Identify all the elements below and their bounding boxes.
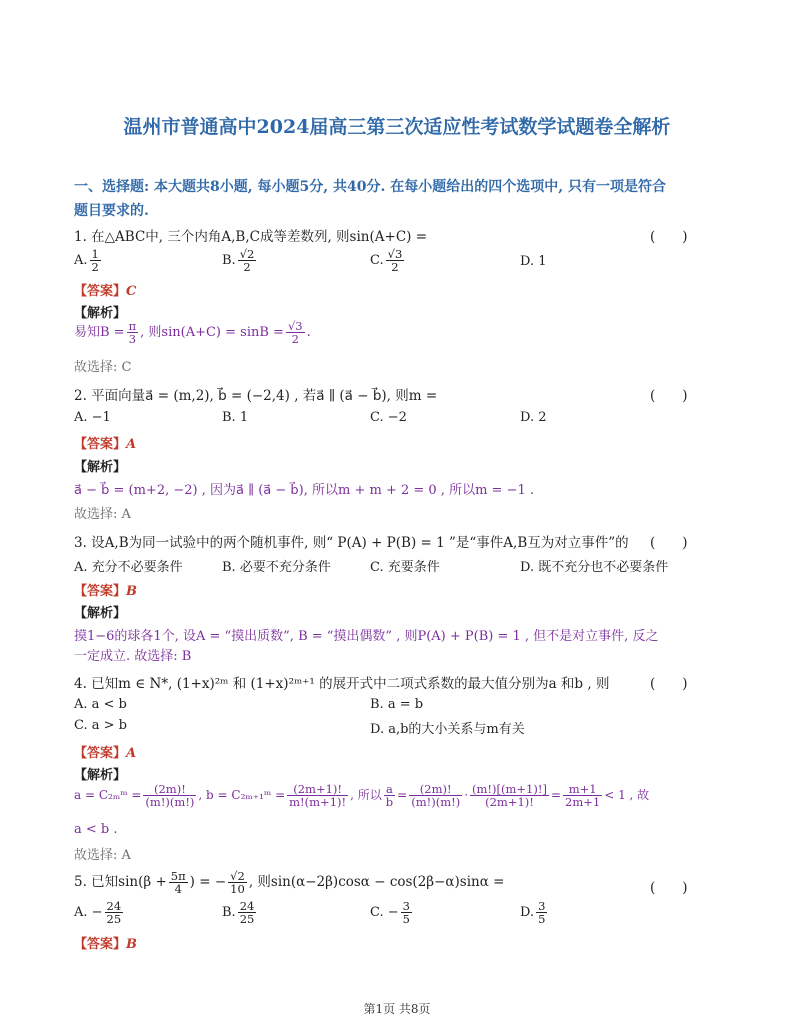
- question-3-stem: 3. 设A,B为同一试验中的两个随机事件, 则“ P(A) + P(B) = 1 ”是“事件A,B互为对立事件”的: [74, 535, 629, 551]
- question-3-answer: 【答案】B: [74, 584, 138, 599]
- question-2-stem: 2. 平面向量a⃗ = (m,2), b⃗ = (−2,4) , 若a⃗ ∥ (a⃗ − b⃗), 则m =: [74, 388, 438, 404]
- question-2-analysis-label: 【解析】: [74, 460, 127, 475]
- question-4-option-a: A. a < b: [74, 697, 127, 712]
- question-1-option-a: A. $\frac{1}{2}$: [74, 247, 99, 275]
- question-5-paren: ( ): [650, 880, 688, 896]
- question-1-paren: ( ): [650, 229, 688, 245]
- question-2-option-d: D. 2: [520, 410, 547, 425]
- question-3-analysis-label: 【解析】: [74, 606, 127, 621]
- question-3-paren: ( ): [650, 535, 688, 551]
- question-3-analysis-line1: 摸1−6的球各1个, 设A = “摸出质数”, B = “摸出偶数” , 则P(A) + P(B) = 1 , 但不是对立事件, 反之: [74, 629, 659, 644]
- question-5-option-d: D. $\frac{3}{5}$: [520, 899, 546, 927]
- question-4-analysis-line2: a < b .: [74, 822, 118, 837]
- page-footer: 第1页 共8页: [363, 1002, 431, 1016]
- question-3-option-c: C. 充要条件: [370, 560, 440, 575]
- question-4-answer: 【答案】A: [74, 746, 137, 761]
- question-1-answer: 【答案】C: [74, 284, 137, 299]
- document-title: 温州市普通高中2024届高三第三次适应性考试数学试题卷全解析: [123, 116, 671, 138]
- question-2-option-a: A. −1: [74, 410, 111, 425]
- question-1-stem: 1. 在△ABC中, 三个内角A,B,C成等差数列, 则sin(A+C) =: [74, 229, 428, 245]
- question-3-option-d: D. 既不充分也不必要条件: [520, 560, 669, 575]
- question-2-analysis: a⃗ − b⃗ = (m+2, −2) , 因为a⃗ ∥ (a⃗ − b⃗), 所以m + m + 2 = 0 , 所以m = −1 .: [74, 483, 534, 498]
- question-5-stem: 5. 已知sin(β + $\frac{5\pi}{4}$ ) = − $\frac{√2}{10}$ , 则sin(α−2β)cosα − cos(2β−α)sinα =: [74, 869, 505, 897]
- question-2-answer: 【答案】A: [74, 437, 137, 452]
- question-5-option-c: C. − $\frac{3}{5}$: [370, 899, 410, 927]
- question-1-option-c: C. $\frac{√3}{2}$: [370, 247, 403, 275]
- question-1-analysis-label: 【解析】: [74, 306, 127, 321]
- question-1-analysis: 易知B = $\frac{\pi}{3}$ , 则sin(A+C) = sinB = $\frac{√3}{2}$ .: [74, 319, 311, 347]
- question-4-stem: 4. 已知m ∈ N*, (1+x)²ᵐ 和 (1+x)²ᵐ⁺¹ 的展开式中二项式系数的最大值分别为a 和b , 则: [74, 676, 610, 692]
- section-heading-line1: 一、选择题: 本大题共8小题, 每小题5分, 共40分. 在每小题给出的四个选项中, 只有一项是符合: [74, 179, 666, 195]
- question-4-option-b: B. a = b: [370, 697, 424, 712]
- question-4-conclusion: 故选择: A: [74, 848, 131, 863]
- question-2-option-c: C. −2: [370, 410, 407, 425]
- question-3-option-a: A. 充分不必要条件: [74, 560, 183, 575]
- question-5-answer: 【答案】B: [74, 937, 138, 952]
- question-5-option-a: A. − $\frac{24}{25}$: [74, 899, 122, 927]
- question-1-option-d: D. 1: [520, 254, 547, 269]
- question-2-paren: ( ): [650, 388, 688, 404]
- question-3-analysis-line2: 一定成立. 故选择: B: [74, 649, 192, 664]
- question-4-option-c: C. a > b: [74, 718, 127, 733]
- question-4-analysis-label: 【解析】: [74, 768, 127, 783]
- question-2-conclusion: 故选择: A: [74, 507, 131, 522]
- question-4-option-d: D. a,b的大小关系与m有关: [370, 722, 525, 737]
- question-5-option-b: B. $\frac{24}{25}$: [222, 899, 255, 927]
- question-1-option-b: B. $\frac{√2}{2}$: [222, 247, 255, 275]
- question-2-option-b: B. 1: [222, 410, 249, 425]
- question-4-analysis: a = C₂ₘᵐ = $\frac{(2m)!}{(m!)(m!)}$ , b = C₂ₘ₊₁ᵐ = $\frac{(2m+1)!}{m!(m+1)!}$ , 所以 $\frac{a}{b}$ = $\frac{(2m)!}{(m!)(m!)}$ · $\frac{(m!)[(m+1)!]}{(2m+1)!}$ = $\frac{m+1}{2m+1}$ < 1 , 故: [74, 782, 650, 810]
- section-heading-line2: 题目要求的.: [74, 203, 149, 219]
- question-3-option-b: B. 必要不充分条件: [222, 560, 331, 575]
- question-1-conclusion: 故选择: C: [74, 360, 132, 375]
- question-4-paren: ( ): [650, 676, 688, 692]
